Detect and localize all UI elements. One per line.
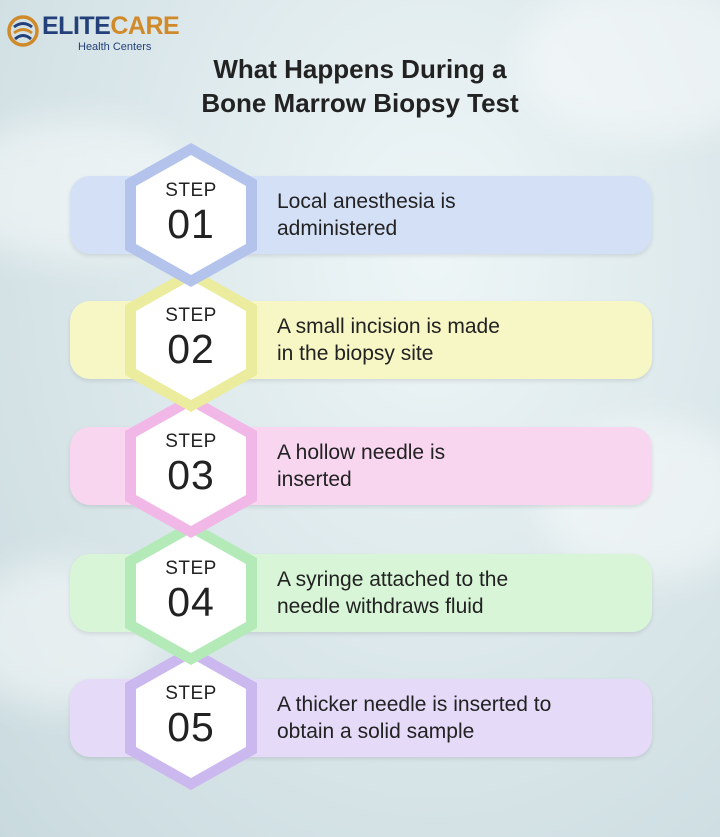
logo-swirl-icon — [6, 14, 40, 48]
step-label: STEP — [165, 431, 217, 452]
step-number: 02 — [167, 326, 215, 372]
step-number: 01 — [167, 201, 215, 247]
step-hexagon-badge — [120, 140, 262, 290]
step-number: 04 — [167, 579, 215, 625]
step-description: A thicker needle is inserted to obtain a solid sample — [277, 693, 552, 743]
page-title — [0, 52, 720, 120]
step-number: 05 — [167, 704, 215, 750]
brand-logo — [6, 10, 180, 53]
step-description: A small incision is made in the biopsy site — [277, 315, 500, 365]
step-description: Local anesthesia is administered — [277, 190, 456, 240]
step-label: STEP — [165, 305, 217, 326]
step-description: A hollow needle is inserted — [277, 441, 446, 491]
title-line-2: Bone Marrow Biopsy Test — [201, 88, 519, 118]
title-line-1: What Happens During a — [213, 54, 507, 84]
logo-tagline: Health Centers — [78, 41, 152, 53]
step-label: STEP — [165, 558, 217, 579]
logo-brand-elite: ELITE — [42, 12, 111, 40]
step-number: 03 — [167, 452, 215, 498]
step-description: A syringe attached to the needle withdraws fluid — [277, 568, 509, 618]
step-label: STEP — [165, 180, 217, 201]
step-card — [0, 140, 720, 290]
logo-wordmark — [42, 12, 179, 41]
logo-brand-care: CARE — [110, 12, 180, 40]
step-label: STEP — [165, 683, 217, 704]
